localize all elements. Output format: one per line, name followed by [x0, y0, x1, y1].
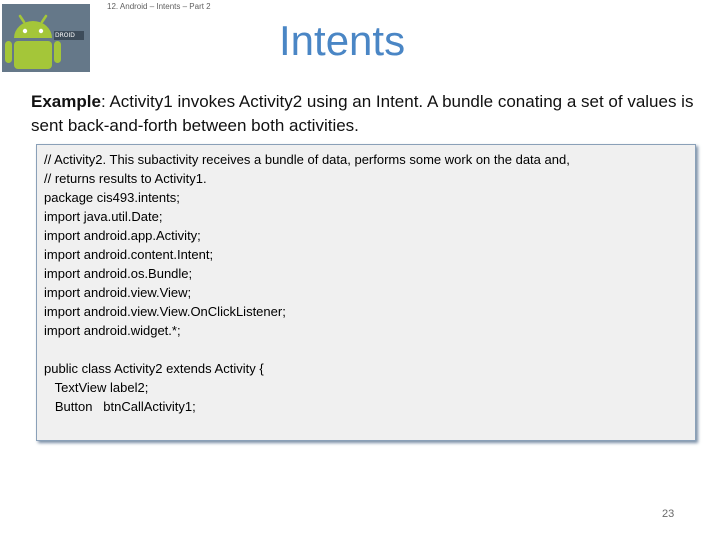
page-number: 23 [662, 508, 675, 520]
logo-caption: DROID [55, 32, 75, 39]
intro-text: : Activity1 invokes Activity2 using an Intent. A bundle conating a set of values is sent back-and-forth between both activities. [31, 92, 694, 135]
code-line: package cis493.intents; [44, 190, 180, 205]
code-line: TextView label2; [44, 380, 149, 395]
intro-bold-label: Example [31, 92, 101, 111]
code-line: import android.view.View.OnClickListener; [44, 304, 286, 319]
code-line: import android.view.View; [44, 285, 192, 300]
android-logo [2, 4, 90, 72]
intro-paragraph [31, 90, 701, 138]
code-line: Button btnCallActivity1; [44, 399, 196, 414]
code-line: // returns results to Activity1. [44, 171, 207, 186]
slide-title: Intents [279, 17, 406, 64]
breadcrumb: 12. Android – Intents – Part 2 [107, 2, 211, 11]
code-line: import android.widget.*; [44, 323, 181, 338]
code-line: import android.content.Intent; [44, 247, 214, 262]
code-line: public class Activity2 extends Activity { [44, 361, 264, 376]
code-line [44, 340, 688, 359]
code-line: import android.os.Bundle; [44, 266, 193, 281]
code-line: // Activity2. This subactivity receives a bundle of data, performs some work on the data and, [44, 152, 570, 167]
android-robot-icon [2, 4, 90, 72]
code-block [36, 144, 696, 441]
code-line: import java.util.Date; [44, 209, 163, 224]
code-line: import android.app.Activity; [44, 228, 201, 243]
